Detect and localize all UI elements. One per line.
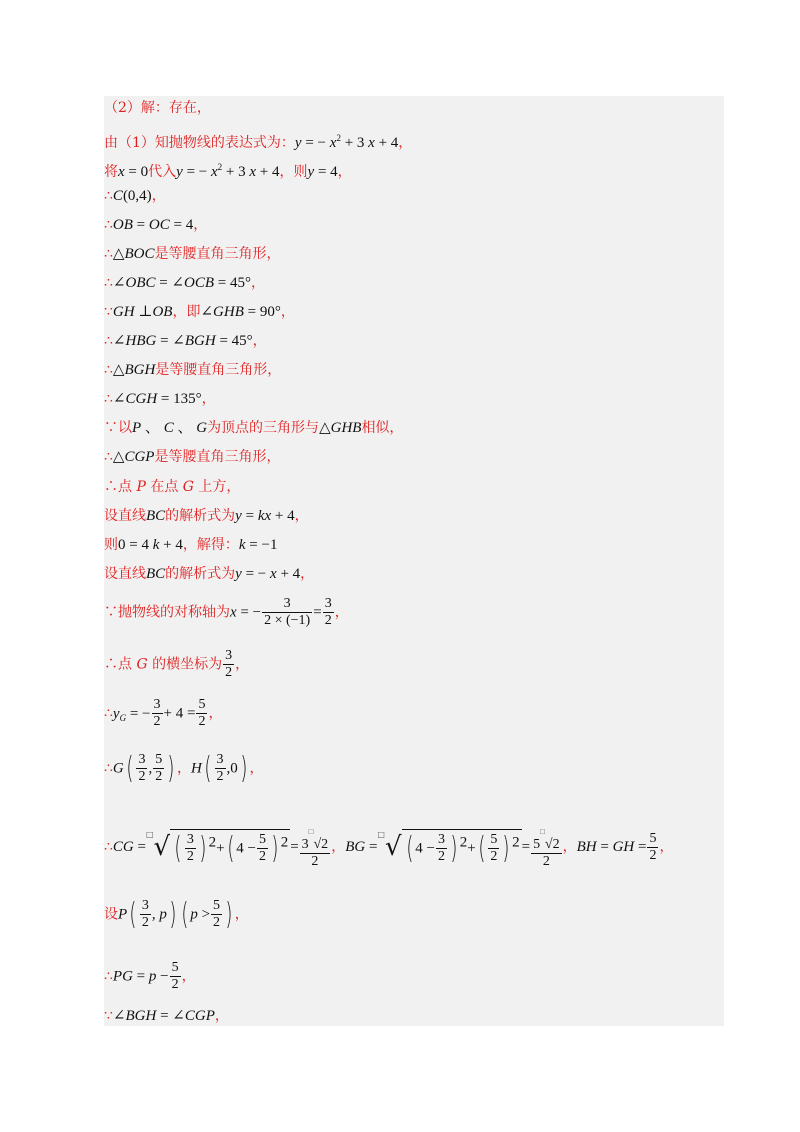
line-3: 将x = 0代入y = − $x^2 + 3$ x + 4，则y = 4， — [104, 162, 352, 180]
line-22: ∴CG =□√ ( $\frac{3}{2}$ ) $^2$+( 4 − $\frac{5}{2}$ ) $^2$ = $\frac{3^□√2}{2}$ ，BG =□√ ( 4 − $\frac{3}{2}$ ) $^2$+( $\frac{5}{2}$ ) $^2$ = $\frac{5^□√2}{2}$ ，BH = GH = $\frac{5}{2}$ ， — [104, 827, 674, 869]
line-4: ∴C(0,4)， — [104, 188, 166, 204]
line-8: ∵GH ⊥OB，即∠GHB = 90°， — [104, 304, 295, 320]
line-12: ∵以P 、 C 、 G为顶点的三角形与△GHB相似， — [104, 420, 404, 436]
line-1: （2）解：存在， — [104, 100, 211, 116]
line-24: ∴PG = p − $\frac{5}{2}$ ， — [104, 960, 196, 992]
line-14: ∴点 P 在点 G 上方， — [104, 479, 241, 495]
line-25: ∵∠BGH = ∠CGP， — [104, 1008, 229, 1024]
line-11: ∴∠CGH = 135°， — [104, 391, 216, 407]
line-7: ∴∠OBC = ∠OCB = 45°， — [104, 275, 265, 291]
content-sheet — [104, 96, 724, 1026]
line-23: 设P( $\frac{3}{2}$ , p) ( p > $\frac{5}{2}$ ) ， — [104, 896, 249, 932]
line-10: ∴△BGH是等腰直角三角形， — [104, 362, 282, 378]
line-18: ∵抛物线的对称轴为x = − $\frac{3}{2 \times (-1)}$ = $\frac{3}{2}$ ， — [104, 596, 349, 628]
line-13: ∴△CGP是等腰直角三角形， — [104, 449, 281, 465]
line-5: ∴OB = OC = 4， — [104, 217, 208, 233]
line-15: 设直线BC的解析式为y = kx + 4， — [104, 508, 309, 524]
line-21: ∴G( $\frac{3}{2}$ , $\frac{5}{2}$ ) ，H( $\frac{3}{2}$ ,0) ， — [104, 750, 264, 786]
line-17: 设直线BC的解析式为y = − x + 4， — [104, 566, 315, 582]
line-19: ∴点 G 的横坐标为 $\frac{3}{2}$ ， — [104, 648, 250, 680]
line-16: 则0 = 4 k + 4，解得：k = −1 — [104, 537, 278, 553]
line-9: ∴∠HBG = ∠BGH = 45°， — [104, 333, 267, 349]
line-2: 由（1）知抛物线的表达式为：y = − $x^2 + 3$ x + 4， — [104, 133, 413, 151]
line-20: $\therefore y_G$ = − $\frac{3}{2}$ + 4 = $\frac{5}{2}$ ， — [104, 697, 223, 729]
line-6: ∴△BOC是等腰直角三角形， — [104, 246, 281, 262]
